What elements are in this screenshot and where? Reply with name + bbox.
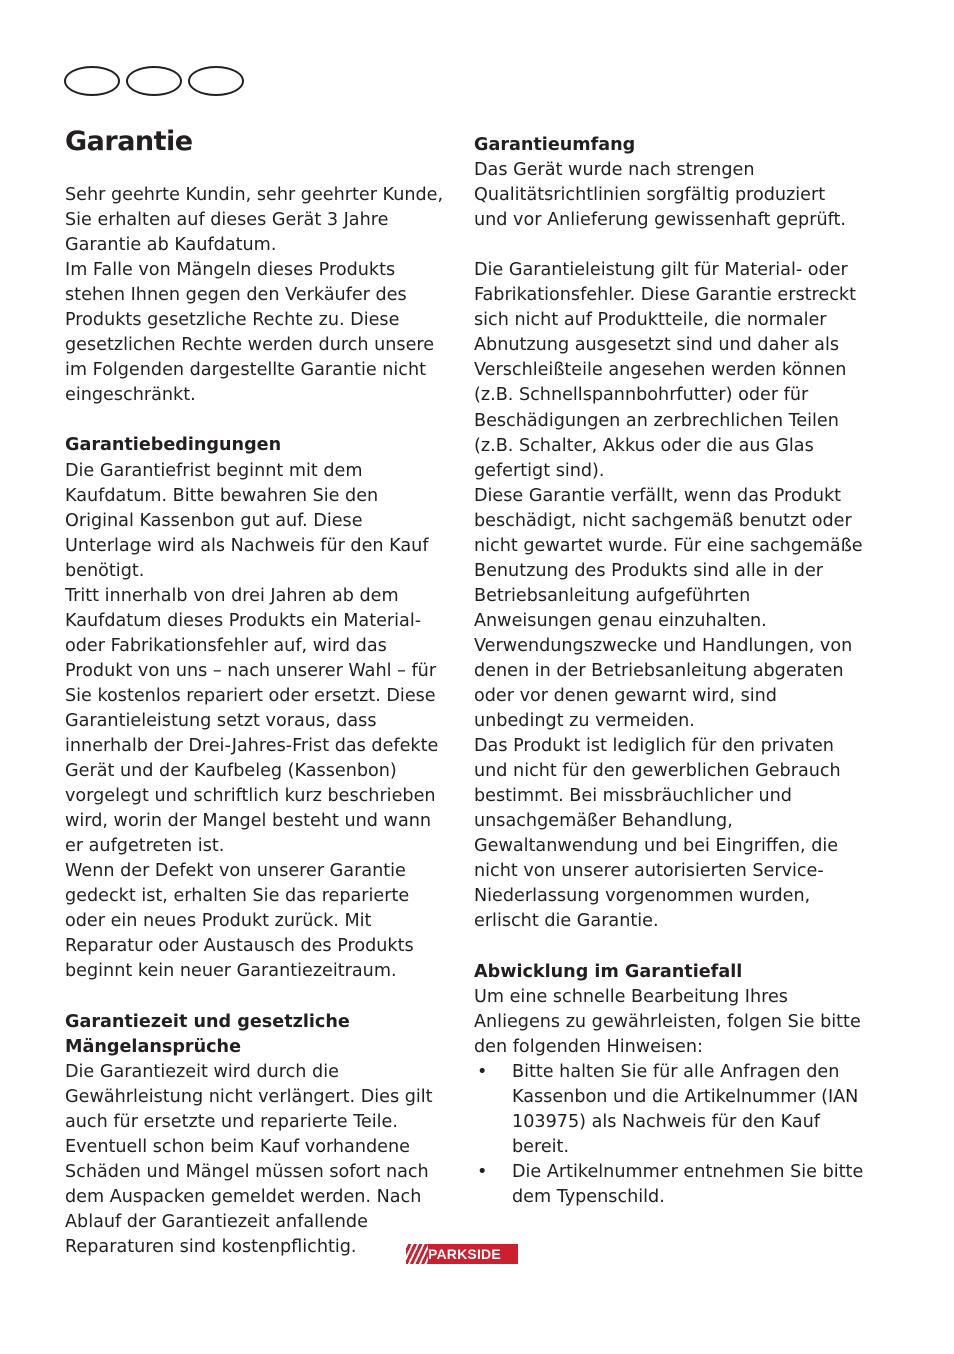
bullet-text-typeplate: Die Artikelnummer entnehmen Sie bitte dem Typenschild. xyxy=(512,1161,864,1207)
page-title: Garantie xyxy=(65,126,193,157)
defect-repair-paragraph: Tritt innerhalb von drei Jahren ab dem Kaufdatum dieses Produkts ein Material- oder Fabrikationsfehler auf, wird das Produkt von uns – nach unserer Wahl – für Sie kostenlos repariert oder ersetzt. Diese Garantieleistung setzt voraus, dass innerhalb der Drei-Jahres-Frist das defekte Gerät und der Kaufbeleg (Kassenbon) vorgelegt und schriftlich kurz beschrieben wird, worin der Mangel besteht und wann er aufgetreten ist. xyxy=(65,585,439,857)
left-column xyxy=(65,183,450,1260)
void-paragraph: Diese Garantie verfällt, wenn das Produkt beschädigt, nicht sachgemäß benutzt oder nicht gewartet wurde. Für eine sachgemäße Benutzung des Produkts sind alle in der Betriebsanleitung aufgeführten Anweisungen genau einzuhalten. Verwendungszwecke und Handlungen, von denen in der Betriebsanleitung abgeraten oder vor denen gewarnt wird, sind unbedingt zu vermeiden. xyxy=(474,485,863,732)
bullet-icon: • xyxy=(477,1061,488,1082)
list-item xyxy=(474,1160,864,1210)
heading-garantiezeit: Garantiezeit und gesetzliche Mängelansprüche xyxy=(65,1011,350,1057)
coverage-return-paragraph: Wenn der Defekt von unserer Garantie gedeckt ist, erhalten Sie das reparierte oder ein neues Produkt zurück. Mit Reparatur oder Austausch des Produkts beginnt kein neuer Garantiezeitraum. xyxy=(65,861,414,982)
heading-garantieumfang: Garantieumfang xyxy=(474,135,636,155)
private-use-paragraph: Das Produkt ist lediglich für den privaten und nicht für den gewerblichen Gebrauch bestimmt. Bei missbräuchlicher und unsachgemäßer Behandlung, Gewaltanwendung und bei Eingriffen, die nicht von unserer autorisierten Service-Niederlassung vorgenommen wurden, erlischt die Garantie. xyxy=(474,736,841,932)
list-item xyxy=(474,1060,864,1160)
bullet-icon: • xyxy=(477,1161,488,1182)
bullet-text-receipt: Bitte halten Sie für alle Anfragen den Kassenbon und die Artikelnummer (IAN 103975) als Nachweis für den Kauf bereit. xyxy=(512,1061,859,1157)
warranty-start-paragraph: Die Garantiefrist beginnt mit dem Kaufdatum. Bitte bewahren Sie den Original Kassenbon gut auf. Diese Unterlage wird als Nachweis für den Kauf benötigt. xyxy=(65,460,429,581)
legal-rights-paragraph: Im Falle von Mängeln dieses Produkts stehen Ihnen gegen den Verkäufer des Produkts gesetzliche Rechte zu. Diese gesetzlichen Rechte werden durch unsere im Folgenden dargestellte Garantie nicht eingeschränkt. xyxy=(65,260,435,406)
language-oval-2 xyxy=(126,66,182,96)
language-oval-1 xyxy=(64,66,120,96)
right-column xyxy=(474,133,864,1210)
language-oval-3 xyxy=(188,66,244,96)
scope-paragraph: Die Garantieleistung gilt für Material- oder Fabrikationsfehler. Diese Garantie erstreckt sich nicht auf Produktteile, die normaler Abnutzung ausgesetzt sind und daher als Verschleißteile angesehen werden können (z.B. Schnellspannbohrfutter) oder für Beschädigungen an zerbrechlichen Teilen (z.B. Schalter, Akkus oder die aus Glas gefertigt sind). xyxy=(474,260,856,481)
language-ovals xyxy=(64,66,244,96)
warranty-period-paragraph: Die Garantiezeit wird durch die Gewährleistung nicht verlängert. Dies gilt auch für ersetzte und reparierte Teile. Eventuell schon beim Kauf vorhandene Schäden und Mängel müssen sofort nach dem Auspacken gemeldet werden. Nach Ablauf der Garantiezeit anfallende Reparaturen sind kostenpflichtig. xyxy=(65,1061,433,1257)
heading-abwicklung: Abwicklung im Garantiefall xyxy=(474,961,743,982)
logo-stripes-icon xyxy=(406,1244,428,1264)
handling-intro-paragraph: Um eine schnelle Bearbeitung Ihres Anliegens zu gewährleisten, folgen Sie bitte den folgenden Hinweisen: xyxy=(474,986,861,1057)
heading-garantiebedingungen: Garantiebedingungen xyxy=(65,435,282,456)
intro-paragraph: Sehr geehrte Kundin, sehr geehrter Kunde, Sie erhalten auf dieses Gerät 3 Jahre Garantie ab Kaufdatum. xyxy=(65,185,444,256)
quality-paragraph: Das Gerät wurde nach strengen Qualitätsrichtlinien sorgfältig produziert und vor Anlieferung gewissenhaft geprüft. xyxy=(474,160,846,231)
parkside-logo xyxy=(406,1244,518,1264)
logo-text: PARKSIDE xyxy=(428,1246,501,1262)
